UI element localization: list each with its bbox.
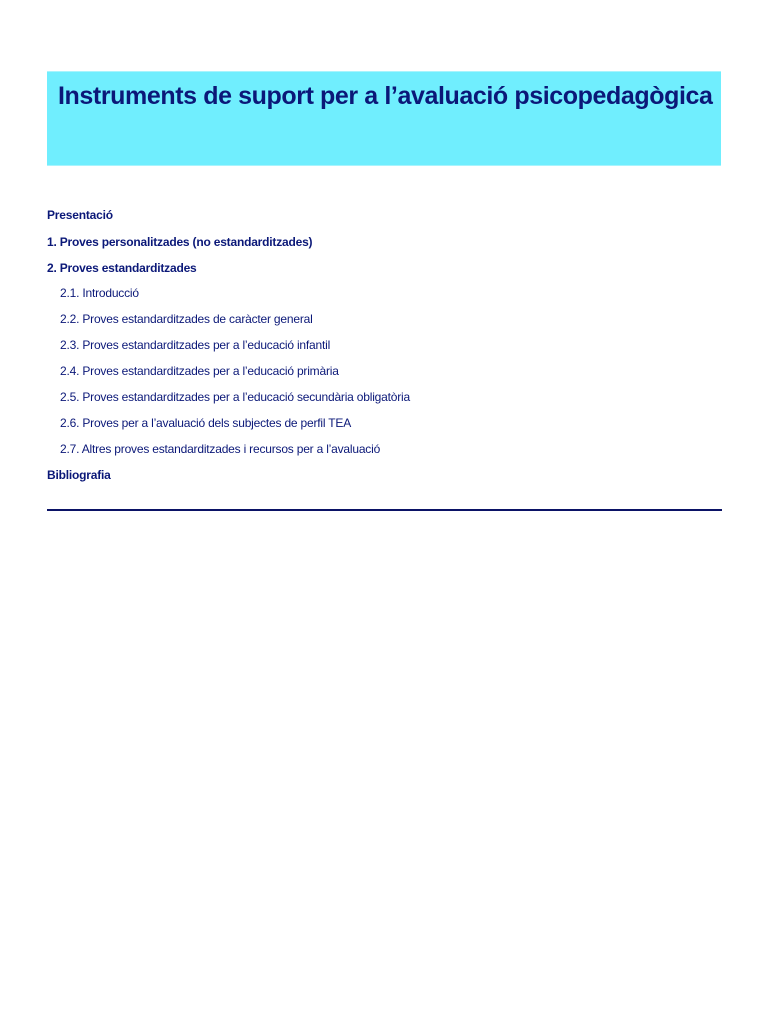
toc-item-proves-personalitzades[interactable]: 1. Proves personalitzades (no estandarditzades) bbox=[47, 235, 313, 249]
toc-item-educacio-infantil[interactable]: 2.3. Proves estandarditzades per a l’educació infantil bbox=[60, 338, 331, 352]
toc-item-perfil-tea[interactable]: 2.6. Proves per a l’avaluació dels subjectes de perfil TEA bbox=[60, 416, 352, 430]
title-banner bbox=[47, 71, 721, 166]
divider-line bbox=[47, 509, 722, 511]
toc-item-caracter-general[interactable]: 2.2. Proves estandarditzades de caràcter general bbox=[60, 312, 313, 326]
page-title: Instruments de suport per a l’avaluació psicopedagògica bbox=[58, 82, 713, 110]
toc-item-educacio-secundaria[interactable]: 2.5. Proves estandarditzades per a l’educació secundària obligatòria bbox=[60, 390, 410, 404]
toc-item-educacio-primaria[interactable]: 2.4. Proves estandarditzades per a l’educació primària bbox=[60, 364, 339, 378]
toc-item-introduccio[interactable]: 2.1. Introducció bbox=[60, 286, 139, 300]
toc-item-altres-proves[interactable]: 2.7. Altres proves estandarditzades i recursos per a l’avaluació bbox=[60, 442, 381, 456]
toc-item-bibliografia[interactable]: Bibliografia bbox=[47, 468, 111, 482]
toc-item-presentacio[interactable]: Presentació bbox=[47, 208, 113, 222]
toc-item-proves-estandarditzades[interactable]: 2. Proves estandarditzades bbox=[47, 261, 197, 275]
